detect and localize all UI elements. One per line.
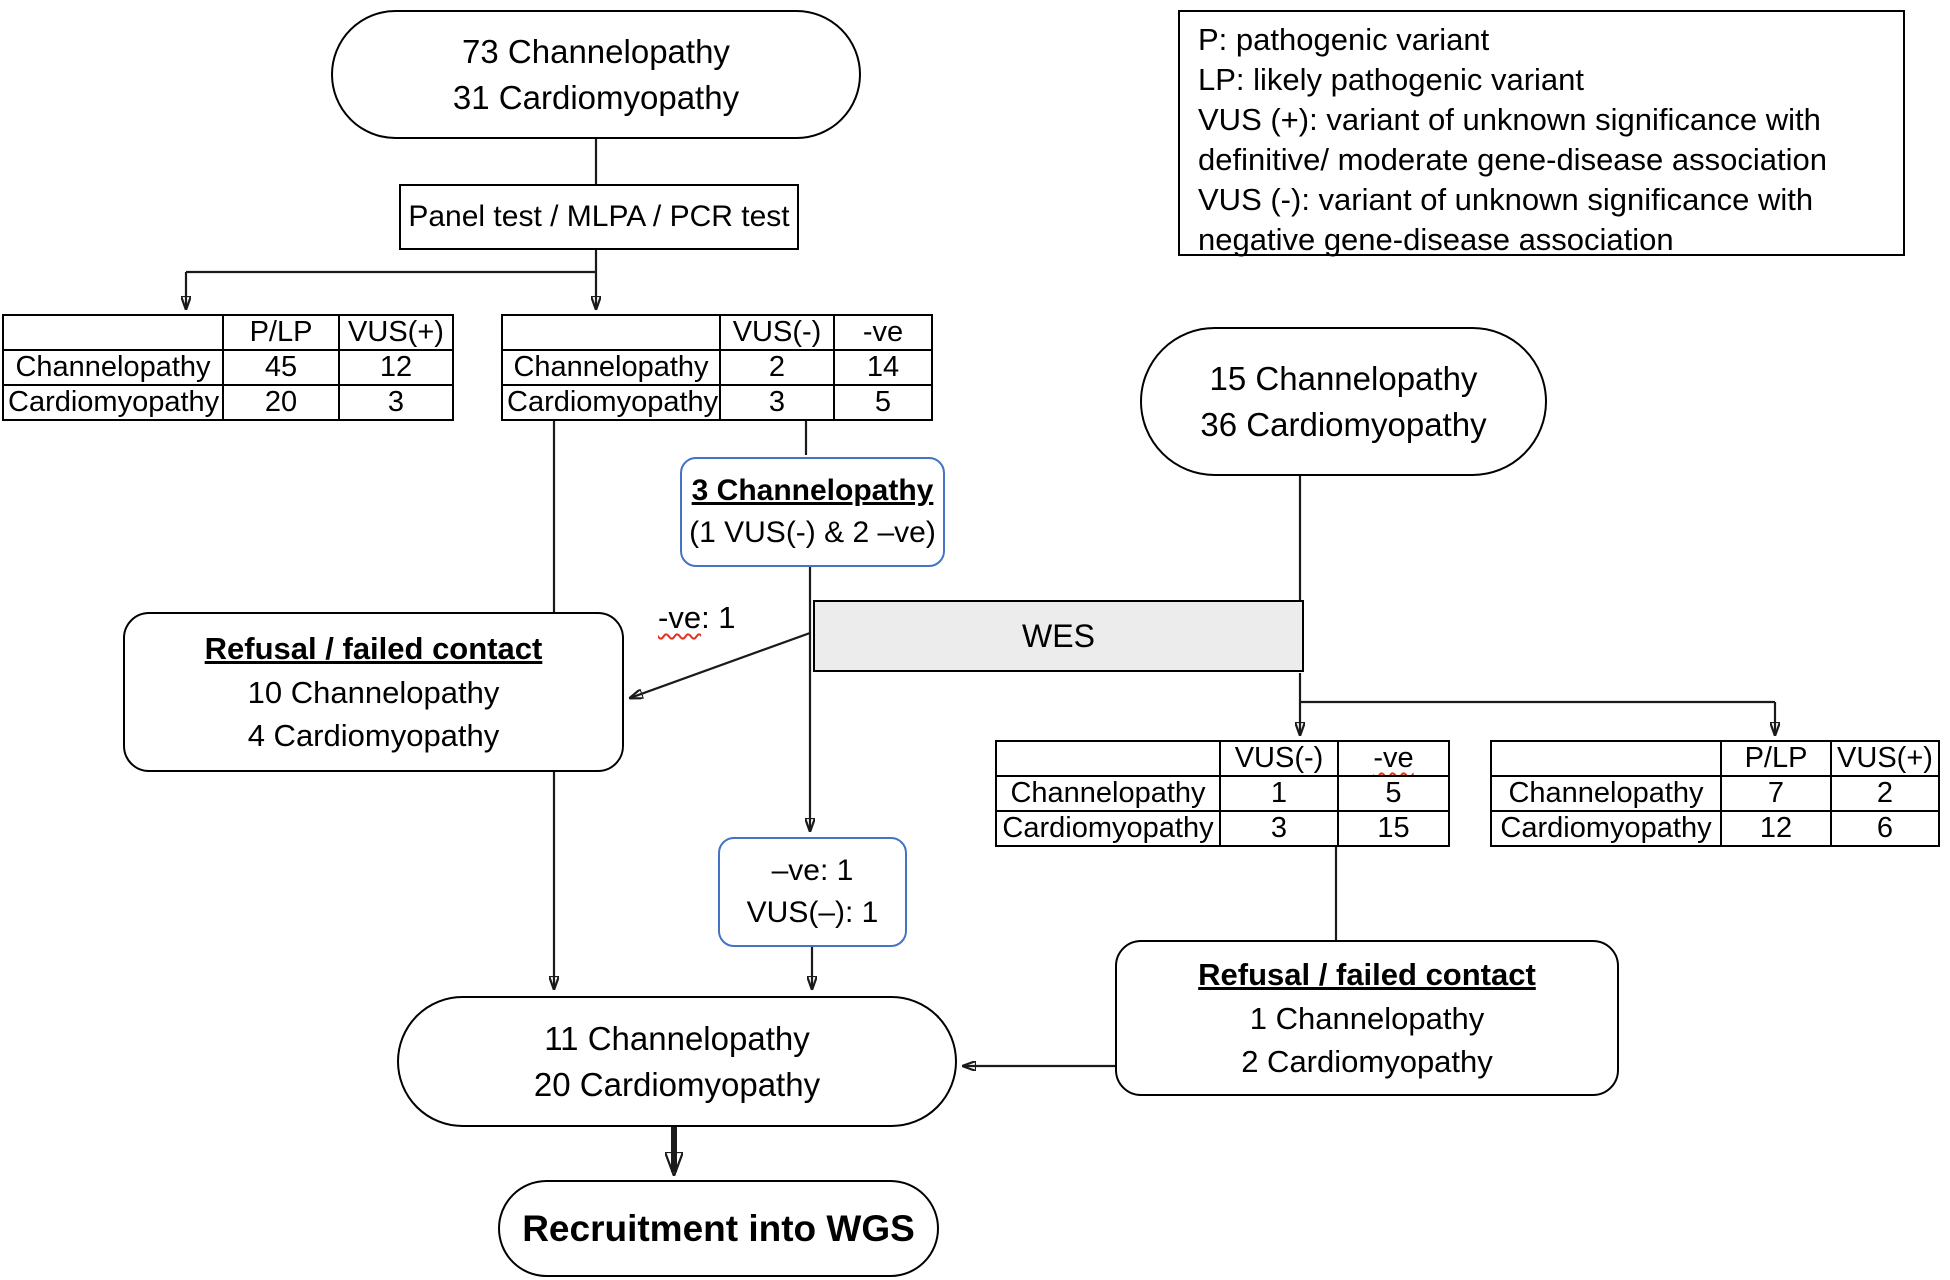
table-row <box>3 385 453 420</box>
wes-dropout-box <box>718 837 907 947</box>
table-cell: 14 <box>834 350 932 385</box>
final-cohort-oval <box>397 996 957 1127</box>
wes-dropout-line1: –ve: 1 <box>771 854 854 887</box>
table-row <box>502 385 932 420</box>
table-cell: 3 <box>339 385 453 420</box>
table-cell: 20 <box>223 385 339 420</box>
wes-transfer-box <box>680 457 945 567</box>
final-cohort-line1: 11 Channelopathy <box>544 1019 810 1057</box>
connector-negative-to-refusal <box>630 633 810 698</box>
table-row <box>996 811 1449 846</box>
wes-dropout-line2: VUS(–): 1 <box>746 896 879 929</box>
table-cell: 3 <box>1220 811 1338 846</box>
table-cell: 1 <box>1220 776 1338 811</box>
table-header-cell: VUS(-) <box>1220 741 1338 776</box>
table-header-cell <box>1491 741 1721 776</box>
table-header-cell <box>3 315 223 350</box>
table-cell: 2 <box>720 350 834 385</box>
table-row <box>3 350 453 385</box>
table-header-cell: -ve <box>1338 741 1449 776</box>
table-row <box>996 776 1449 811</box>
refusal-panel-box <box>123 612 624 772</box>
negative-edge-count: : 1 <box>701 600 736 635</box>
refusal-panel-line2: 4 Cardiomyopathy <box>247 718 500 753</box>
start-oval-line1: 73 Channelopathy <box>462 32 730 70</box>
wes-label: WES <box>1022 617 1095 654</box>
panel-positive-table <box>2 314 454 421</box>
refusal-wes-box <box>1115 940 1619 1096</box>
table-cell: 7 <box>1721 776 1831 811</box>
table-cell: 3 <box>720 385 834 420</box>
wes-cohort-line2: 36 Cardiomyopathy <box>1200 405 1487 443</box>
table-header-cell <box>996 741 1220 776</box>
table-cell: 45 <box>223 350 339 385</box>
table-header-cell: P/LP <box>1721 741 1831 776</box>
table-cell: 12 <box>339 350 453 385</box>
legend-item-lp: LP: likely pathogenic variant <box>1198 62 1585 97</box>
refusal-wes-line2: 2 Cardiomyopathy <box>1241 1044 1493 1079</box>
panel-negative-table <box>501 314 933 421</box>
table-header-cell <box>502 315 720 350</box>
wes-positive-table <box>1490 740 1940 847</box>
table-cell: Cardiomyopathy <box>3 385 223 420</box>
wes-transfer-subtitle: (1 VUS(-) & 2 –ve) <box>689 516 936 549</box>
refusal-wes-line1: 1 Channelopathy <box>1249 1001 1485 1036</box>
table-cell: Cardiomyopathy <box>996 811 1220 846</box>
table-cell: Cardiomyopathy <box>1491 811 1721 846</box>
start-oval-line2: 31 Cardiomyopathy <box>452 78 740 116</box>
table-cell: Cardiomyopathy <box>502 385 720 420</box>
wes-cohort-line1: 15 Channelopathy <box>1209 359 1478 397</box>
table-row <box>1491 776 1939 811</box>
table-header-cell: P/LP <box>223 315 339 350</box>
wes-negative-table <box>995 740 1450 847</box>
table-cell: 12 <box>1721 811 1831 846</box>
table-row <box>502 350 932 385</box>
table-cell: Channelopathy <box>502 350 720 385</box>
table-row <box>1491 811 1939 846</box>
wes-box <box>813 600 1304 672</box>
legend-item-p: P: pathogenic variant <box>1198 22 1490 57</box>
table-cell: 6 <box>1831 811 1939 846</box>
refusal-panel-title: Refusal / failed contact <box>204 631 543 666</box>
table-header-cell: VUS(-) <box>720 315 834 350</box>
negative-edge-term: -ve <box>658 600 702 635</box>
table-cell: Channelopathy <box>3 350 223 385</box>
recruitment-oval <box>498 1180 939 1277</box>
table-cell: Channelopathy <box>996 776 1220 811</box>
wes-transfer-title: 3 Channelopathy <box>691 474 934 507</box>
table-cell: 15 <box>1338 811 1449 846</box>
final-cohort-line2: 20 Cardiomyopathy <box>533 1065 821 1103</box>
refusal-wes-title: Refusal / failed contact <box>1198 957 1536 992</box>
table-cell: Channelopathy <box>1491 776 1721 811</box>
legend-box <box>1178 10 1905 256</box>
recruitment-label: Recruitment into WGS <box>522 1207 915 1249</box>
wes-cohort-oval <box>1140 327 1547 476</box>
table-cell: 5 <box>834 385 932 420</box>
legend-item-vus-minus: VUS (-): variant of unknown significance with negative gene-disease association <box>1198 182 1814 257</box>
panel-test-label: Panel test / MLPA / PCR test <box>408 200 790 233</box>
table-header-cell: VUS(+) <box>1831 741 1939 776</box>
legend-item-vus-plus: VUS (+): variant of unknown significance with definitive/ moderate gene-disease association <box>1198 102 1827 177</box>
panel-test-box <box>399 184 799 250</box>
start-oval <box>331 10 861 139</box>
negative-edge-label <box>658 600 736 636</box>
table-cell: 5 <box>1338 776 1449 811</box>
refusal-panel-line1: 10 Channelopathy <box>247 675 500 710</box>
table-header-cell: -ve <box>834 315 932 350</box>
table-header-cell: VUS(+) <box>339 315 453 350</box>
table-cell: 2 <box>1831 776 1939 811</box>
